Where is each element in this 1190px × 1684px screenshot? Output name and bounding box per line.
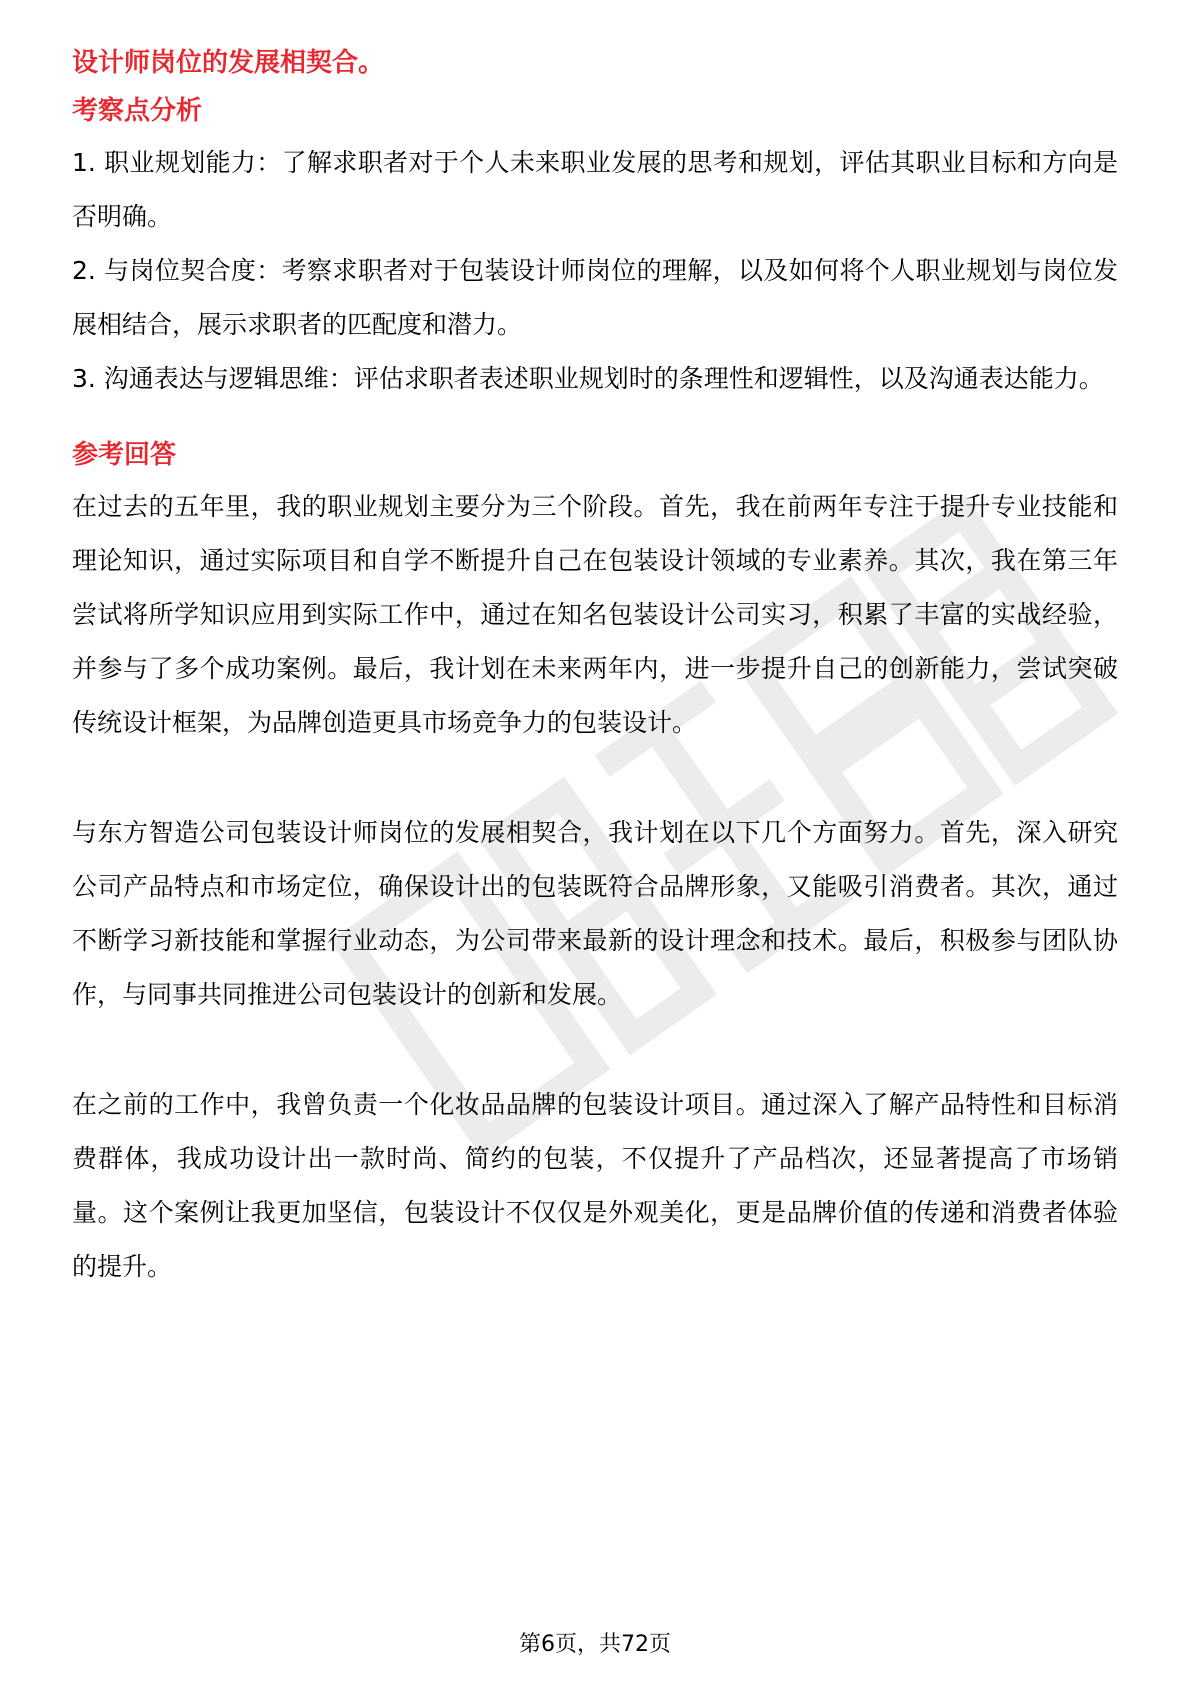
analysis-heading: 考察点分析 [72, 96, 203, 126]
reference-heading: 参考回答 [72, 440, 177, 470]
reference-paragraph-2: 与东方智造公司包装设计师岗位的发展相契合，我计划在以下几个方面努力。首先，深入研究公司产品特点和市场定位，确保设计出的包装既符合品牌形象，又能吸引消费者。其次，通过不断学习新技能和掌握行业动态，为公司带来最新的设计理念和技术。最后，积极参与团队协作，与同事共同推进公司包装设计的创新和发展。 [72, 818, 1118, 1009]
analysis-point-1: 1. 职业规划能力：了解求职者对于个人未来职业发展的思考和规划，评估其职业目标和方向是否明确。 [72, 148, 1118, 231]
analysis-point-3: 3. 沟通表达与逻辑思维：评估求职者表述职业规划时的条理性和逻辑性，以及沟通表达能力。 [72, 364, 1104, 393]
reference-paragraph-3: 在之前的工作中，我曾负责一个化妆品品牌的包装设计项目。通过深入了解产品特性和目标消费群体，我成功设计出一款时尚、简约的包装，不仅提升了产品档次，还显著提高了市场销量。这个案例让我更加坚信，包装设计不仅仅是外观美化，更是品牌价值的传递和消费者体验的提升。 [72, 1090, 1118, 1281]
page-number-footer: 第6页，共72页 [519, 1632, 671, 1657]
intro-heading: 设计师岗位的发展相契合。 [72, 48, 385, 78]
paragraph-gap [72, 1022, 1118, 1078]
analysis-point-2: 2. 与岗位契合度：考察求职者对于包装设计师岗位的理解，以及如何将个人职业规划与岗位发展相结合，展示求职者的匹配度和潜力。 [72, 256, 1118, 339]
document-page [72, 44, 1118, 1294]
reference-paragraph-1: 在过去的五年里，我的职业规划主要分为三个阶段。首先，我在前两年专注于提升专业技能和理论知识，通过实际项目和自学不断提升自己在包装设计领域的专业素养。其次，我在第三年尝试将所学知识应用到实际工作中，通过在知名包装设计公司实习，积累了丰富的实战经验，并参与了多个成功案例。最后，我计划在未来两年内，进一步提升自己的创新能力，尝试突破传统设计框架，为品牌创造更具市场竞争力的包装设计。 [72, 492, 1118, 737]
paragraph-gap [72, 750, 1118, 806]
